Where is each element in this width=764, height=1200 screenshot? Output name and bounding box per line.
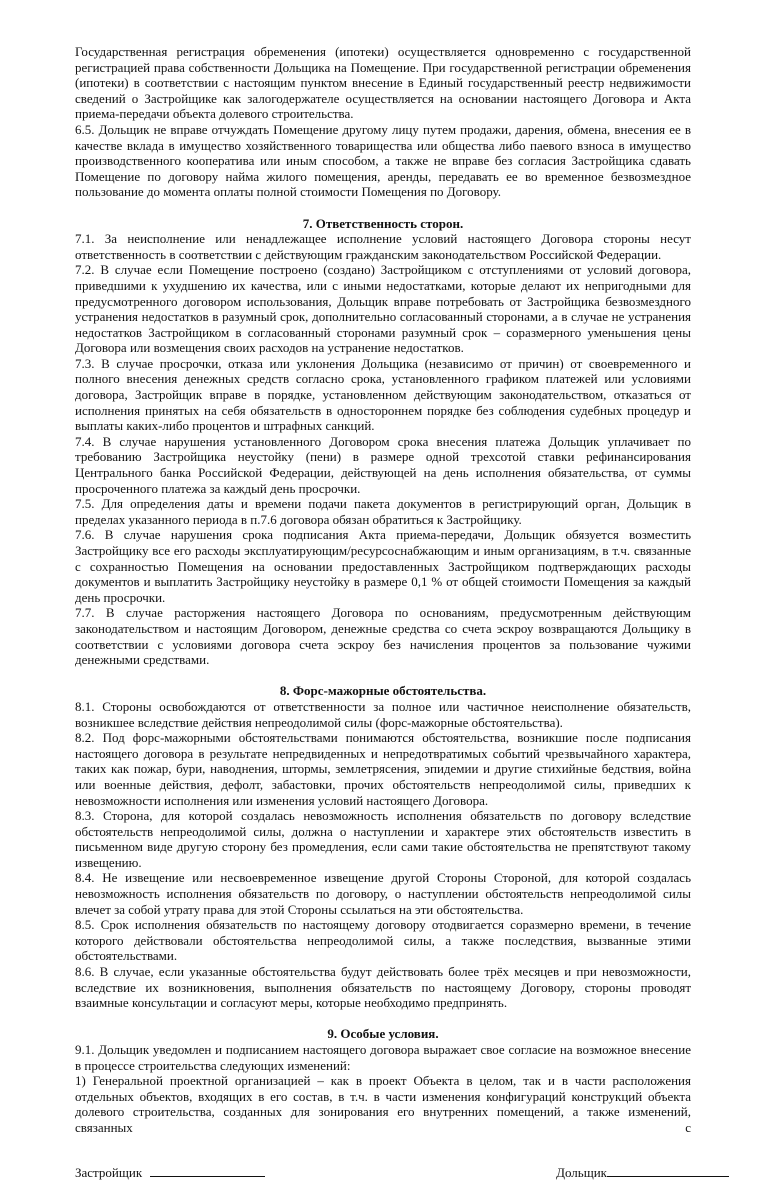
section-8-heading: 8. Форс-мажорные обстоятельства.	[279, 683, 487, 699]
paragraph-7-6: 7.6. В случае нарушения срока подписания Акта приема-передачи, Дольщик обязуется возместить Застройщику все его расходы эксплуатирующим/ресурсоснабжающим и иным организациям, в т.ч. связанные с сохранностью Помещения на основании предоставленных Застройщиком подтверждающих расходы документов и выплатить Застройщику неустойку в размере 0,1 % от общей стоимости Помещения за каждый день просрочки.	[75, 527, 691, 605]
paragraph-7-3: 7.3. В случае просрочки, отказа или уклонения Дольщика (независимо от причин) от своевременного и полного внесения денежных средств согласно срока, установленного графиком платежей или условиями договора, Застройщик вправе в порядке, установленном действующим законодательством, отказаться от исполнения принятых на себя обязательств в одностороннем порядке без соблюдения судебных процедур и выплаты каких-либо процентов и штрафных санкций.	[75, 355, 691, 434]
paragraph-8-3: 8.3. Сторона, для которой создалась невозможность исполнения обязательств по договору вследствие обстоятельств непреодолимой силы, должна о наступлении и характере этих обстоятельств известить в письменном виде другую сторону без промедления, если сами такие обстоятельства не препятствуют такому извещению.	[75, 808, 691, 870]
paragraph-8-1: 8.1. Стороны освобождаются от ответственности за полное или частичное неисполнение обязательств, возникшее вследствие действия непреодолимой силы (форс-мажорные обстоятельства).	[75, 698, 691, 730]
shareholder-label: Дольщик	[556, 1164, 607, 1180]
shareholder-signature-line	[607, 1164, 729, 1177]
section-9-heading: 9. Особые условия.	[327, 1026, 439, 1042]
paragraph-9-1-item-1: 1) Генеральной проектной организацией – как в проект Объекта в целом, так и в части расположения отдельных объектов, входящих в его состав, в т.ч. в части изменения конфигураций конструкций объекта долевого строительства, созданных для зонирования его внутренних помещений, а также изменений, связанных с	[75, 1073, 691, 1135]
shareholder-signature	[556, 1164, 729, 1181]
paragraph-registration: Государственная регистрация обременения (ипотеки) осуществляется одновременно с государственной регистрацией права собственности Дольщика на Помещение. При государственной регистрации обременения (ипотеки) в соответствии с настоящим пунктом внесение в Единый государственный реестр недвижимости сведений о Застройщике как залогодержателе осуществляется на основании настоящего Договора и Акта приема-передачи объекта долевого строительства.	[75, 44, 691, 122]
paragraph-7-1: 7.1. За неисполнение или ненадлежащее исполнение условий настоящего Договора стороны несут ответственность в соответствии с действующим гражданским законодательством Российской Федерации.	[75, 231, 691, 262]
paragraph-7-4: 7.4. В случае нарушения установленного Договором срока внесения платежа Дольщик уплачивает по требованию Застройщика неустойку (пени) в размере одной трехсотой ставки рефинансирования Центрального банка Российской Федерации, действующей на день исполнения обязательства, от суммы просроченного платежа за каждый день просрочки.	[75, 433, 691, 496]
signature-footer	[75, 1164, 729, 1181]
paragraph-8-6: 8.6. В случае, если указанные обстоятельства будут действовать более трёх месяцев и при невозможности, вследствие их возникновения, выполнения обязательств по настоящему Договору, стороны проводят взаимные консультации и согласуют меры, которые необходимо предпринять.	[75, 964, 691, 1011]
paragraph-6-5: 6.5. Дольщик не вправе отчуждать Помещение другому лицу путем продажи, дарения, обмена, внесения ее в качестве вклада в имущество хозяйственного товарищества или общества либо паевого взноса в имущество производственного кооператива или иным способом, а также не вправе без согласия Застройщика сдавать Помещение по договору найма жилого помещения, аренды, передавать ее во временное безвозмездное пользование до момента оплаты полной стоимости Помещения по Договору.	[75, 121, 691, 200]
paragraph-8-4: 8.4. Не извещение или несвоевременное извещение другой Стороны Стороной, для которой создалась невозможность исполнения обязательств по договору, о наступлении обстоятельств непреодолимой силы влечет за собой утрату права для этой Стороны ссылаться на эти обстоятельства.	[75, 870, 691, 917]
paragraph-7-2: 7.2. В случае если Помещение построено (создано) Застройщиком с отступлениями от условий договора, приведшими к ухудшению их качества, или с иными недостатками, которые делают их непригодными для предусмотренного договором использования, Дольщик вправе потребовать от Застройщика безвозмездного устранения недостатков в разумный срок, дополнительно согласованный сторонами, а в случае не устранения недостатков Застройщиком в согласованный сторонами разумный срок – соразмерного уменьшения цены Договора или возмещения своих расходов на устранение недостатков.	[75, 262, 691, 356]
developer-label: Застройщик	[75, 1164, 143, 1180]
paragraph-7-7: 7.7. В случае расторжения настоящего Договора по основаниям, предусмотренным действующим законодательством и настоящим Договором, денежные средства со счета эскроу возвращаются Дольщику в соответствии с условиями договора счета эскроу без начисления процентов за пользование чужими денежными средствами.	[75, 605, 691, 668]
section-7-heading: 7. Ответственность сторон.	[302, 215, 464, 231]
paragraph-9-1: 9.1. Дольщик уведомлен и подписанием настоящего договора выражает свое согласие на возможное внесение в процессе строительства следующих изменений:	[75, 1042, 691, 1073]
document-page	[75, 0, 691, 1136]
developer-signature-line	[150, 1164, 265, 1177]
paragraph-8-2: 8.2. Под форс-мажорными обстоятельствами понимаются обстоятельства, возникшие после подписания настоящего договора в результате непредвиденных и непредотвратимых событий чрезвычайного характера, таких как пожар, бури, наводнения, штормы, землетрясения, эпидемии и другие стихийные бедствия, война или военные действия, дефолт, забастовки, прочих обстоятельств непреодолимой силы, приведших к невозможности исполнения или изменения условий настоящего Договора.	[75, 730, 691, 808]
paragraph-8-5: 8.5. Срок исполнения обязательств по настоящему договору отодвигается соразмерно времени, в течение которого действовали обстоятельства непреодолимой силы, а также последствия, вызванные этими обстоятельствами.	[75, 917, 691, 964]
developer-signature	[75, 1164, 265, 1181]
paragraph-7-5: 7.5. Для определения даты и времени подачи пакета документов в регистрирующий орган, Дольщик в пределах указанного периода в п.7.6 договора обязан обратиться к Застройщику.	[75, 496, 691, 527]
